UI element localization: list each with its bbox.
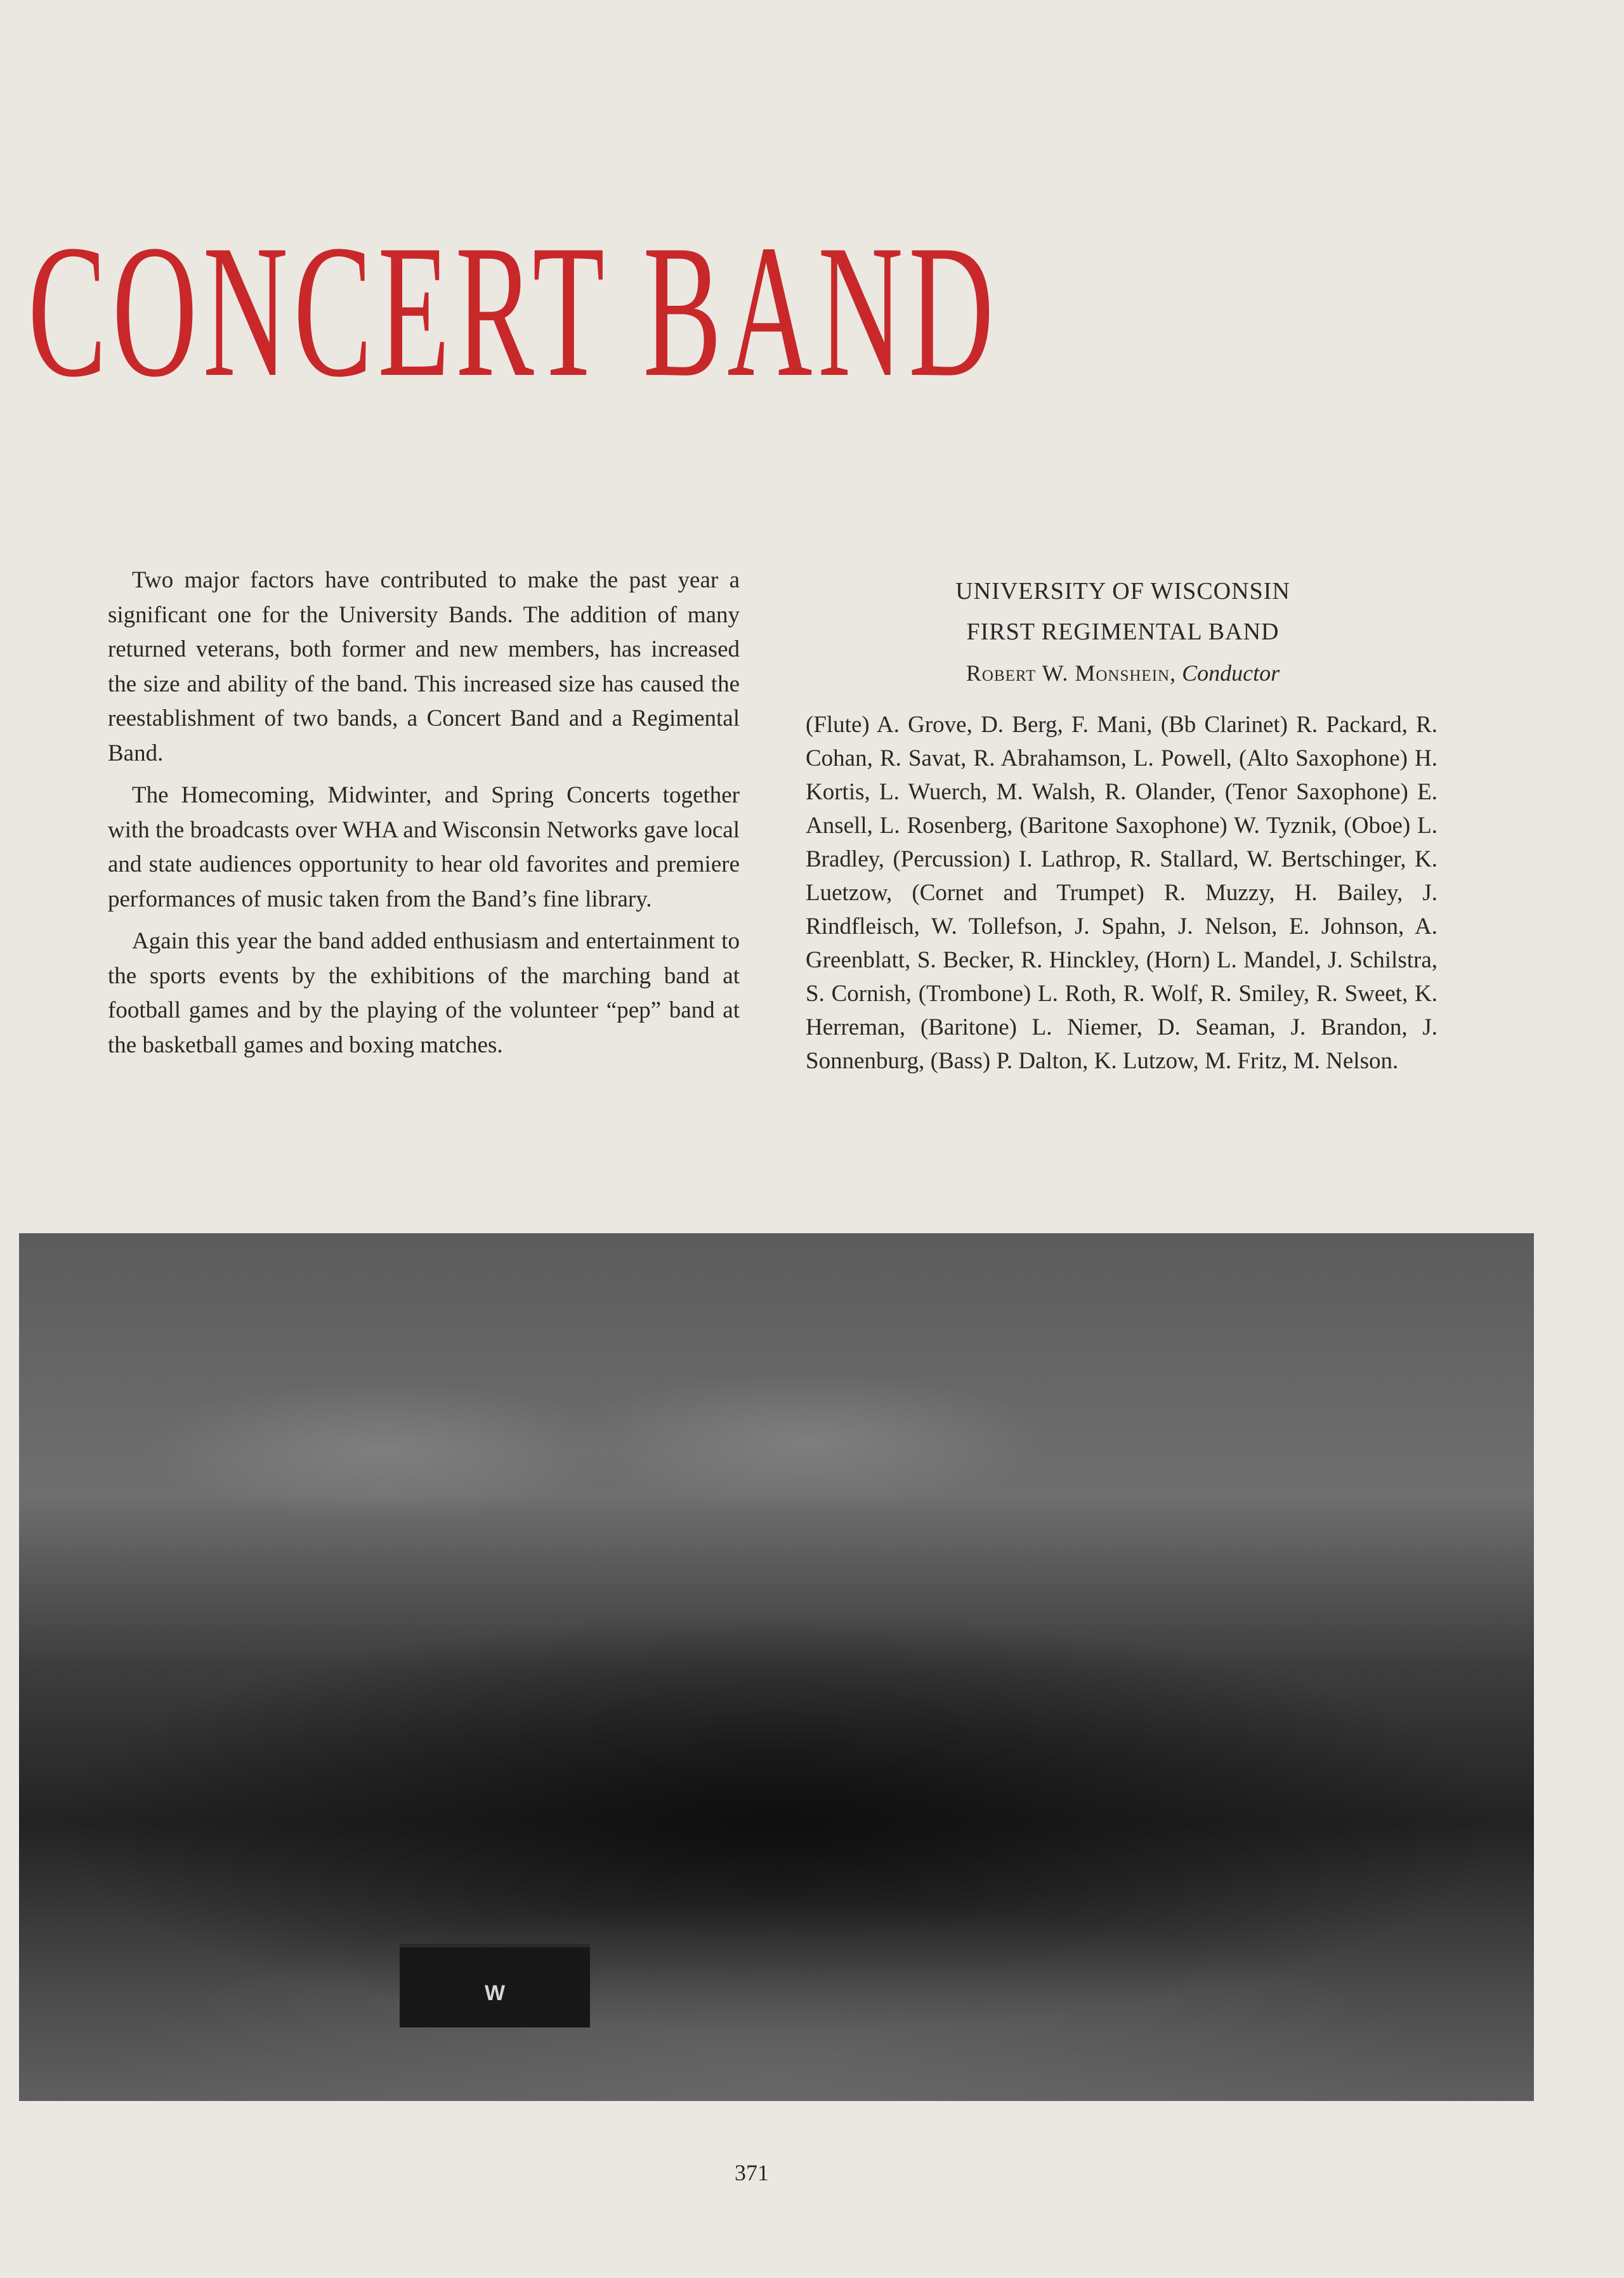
- article-paragraph: Two major factors have contributed to make the past year a significant one for the University Bands. The addition of many returned veterans, both former and new members, has increased the size and ability of the band. This increased size has caused the reestablishment of two bands, a Concert Band and a Regimental Band.: [108, 567, 740, 766]
- conductor-podium: [400, 1944, 590, 2027]
- conductor-role: Conductor: [1182, 660, 1280, 686]
- article-text: [108, 563, 740, 1070]
- conductor-name: Robert W. Monshein,: [966, 660, 1177, 686]
- band-roster-section: [806, 571, 1437, 1078]
- page-title: CONCERT BAND: [28, 206, 1000, 416]
- article-paragraph: The Homecoming, Midwinter, and Spring Concerts together with the broadcasts over WHA and Wisconsin Networks gave local and state audiences opportunity to hear old favorites and premiere performances of music taken from the Band’s fine library.: [108, 782, 740, 912]
- page-number: 371: [735, 2160, 769, 2185]
- band-photo: [19, 1233, 1534, 2101]
- band-heading-band-name: FIRST REGIMENTAL BAND: [966, 619, 1280, 645]
- band-roster: (Flute) A. Grove, D. Berg, F. Mani, (Bb Clarinet) R. Packard, R. Cohan, R. Savat, R. Abrahamson, L. Powell, (Alto Saxophone) H. Kortis, L. Wuerch, M. Walsh, R. Olander, (Tenor Saxophone) E. Ansell, L. Rosenberg, (Baritone Saxophone) W. Tyznik, (Oboe) L. Bradley, (Percussion) I. Lathrop, R. Stallard, W. Bertschinger, K. Luetzow, (Cornet and Trumpet) R. Muzzy, H. Bailey, J. Rindfleisch, W. Tollefson, J. Spahn, J. Nelson, E. Johnson, A. Greenblatt, S. Becker, R. Hinckley, (Horn) L. Mandel, J. Schilstra, S. Cornish, (Trombone) L. Roth, R. Wolf, R. Smiley, R. Sweet, K. Herreman, (Baritone) L. Niemer, D. Seaman, J. Brandon, J. Sonnenburg, (Bass) P. Dalton, K. Lutzow, M. Fritz, M. Nelson.: [806, 712, 1437, 1074]
- conductor-line: [806, 652, 1440, 694]
- article-paragraph: Again this year the band added enthusiasm and entertainment to the sports events by the exhibitions of the marching band at football games and by the playing of the volunteer “pep” band at the basketball games and boxing matches.: [108, 928, 740, 1058]
- podium-w-mark: W: [484, 1981, 506, 2005]
- band-heading: [806, 571, 1440, 694]
- band-heading-university: UNIVERSITY OF WISCONSIN: [955, 578, 1290, 605]
